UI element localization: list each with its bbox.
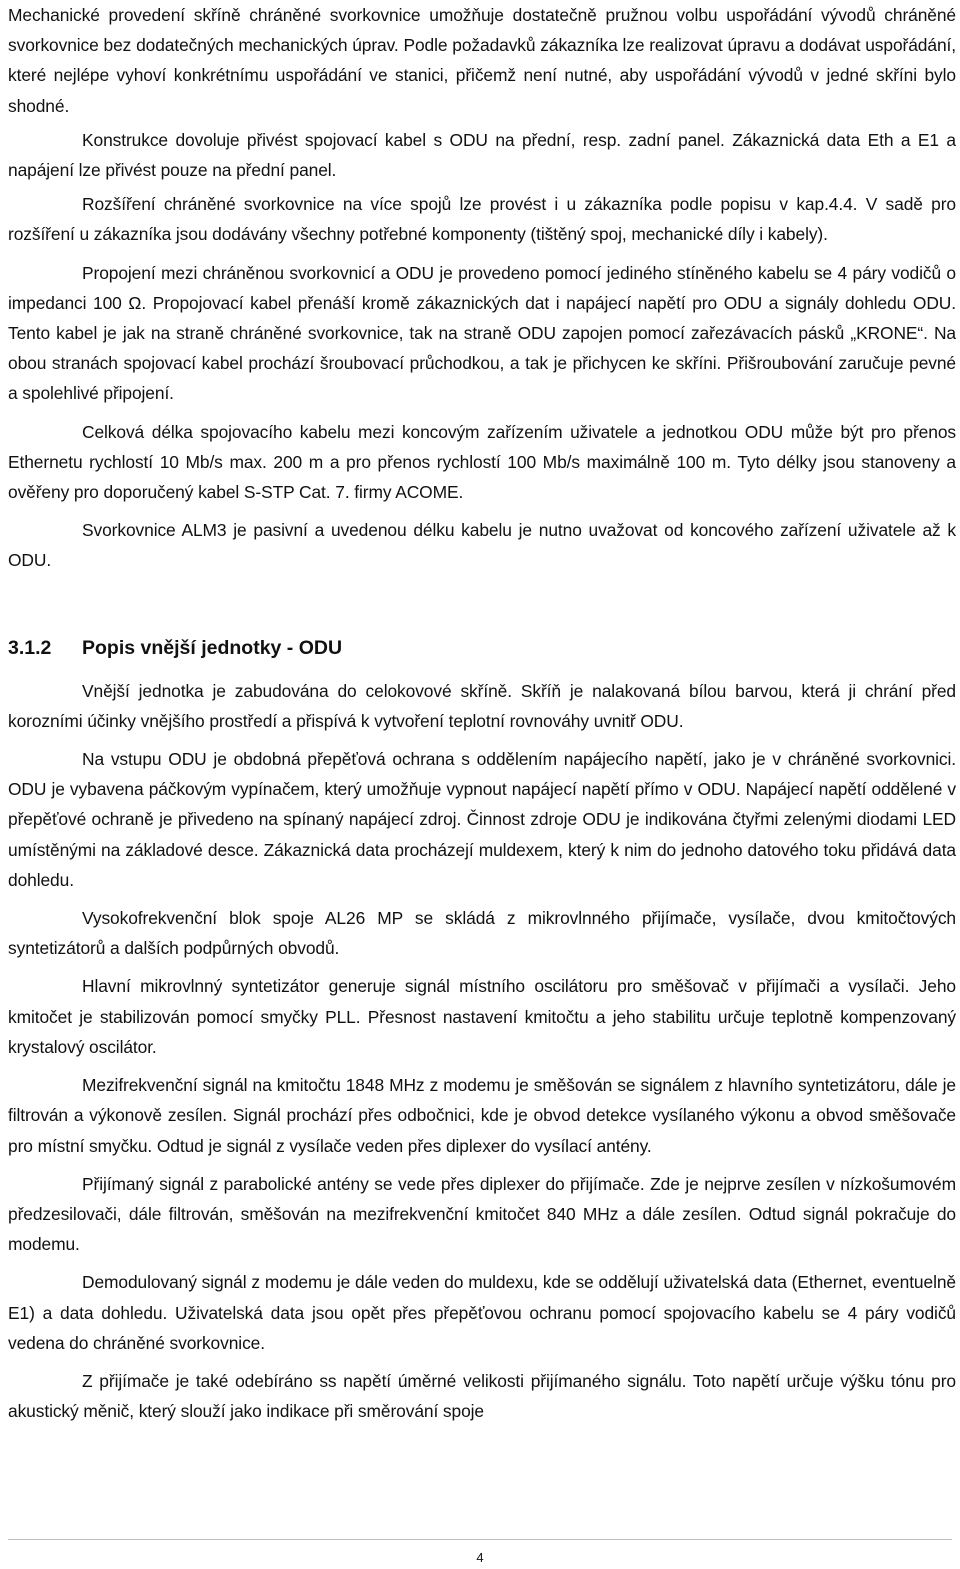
paragraph-5: Celková délka spojovacího kabelu mezi koncovým zařízením uživatele a jednotkou ODU může být pro přenos Ethernetu rychlostí 10 Mb/s max. 200 m a pro přenos rychlostí 100 Mb/s maximálně 100 m. Tyto délky jsou stanoveny a ověřeny pro doporučený kabel S-STP Cat. 7. firmy ACOME.	[8, 421, 956, 503]
section-title: Popis vnější jednotky - ODU	[82, 636, 343, 659]
paragraph-8: Na vstupu ODU je obdobná přepěťová ochrana s oddělením napájecího napětí, jako je v chráněné svorkovnici. ODU je vybavena páčkovým vypínačem, který umožňuje vypnout napájecí napětí přímo v ODU. Napájecí napětí oddělené v přepěťové ochraně je přivedeno na spínaný napájecí zdroj. Činnost zdroje ODU je indikována čtyřmi zelenými diodami LED umístěnými na základové desce. Zákaznická data procházejí muldexem, který k nim do jednoho datového toku přidává data dohledu.	[8, 749, 956, 890]
page-number: 4	[476, 1550, 484, 1565]
paragraph-10: Hlavní mikrovlnný syntetizátor generuje signál místního oscilátoru pro směšovač v přijímači a vysílači. Jeho kmitočet je stabilizován pomocí smyčky PLL. Přesnost nastavení kmitočtu a jeho stabilitu určuje teplotně kompenzovaný krystalový oscilátor.	[8, 976, 956, 1057]
document-body	[8, 0, 956, 1426]
paragraph-4: Propojení mezi chráněnou svorkovnicí a ODU je provedeno pomocí jediného stíněného kabelu se 4 páry vodičů o impedanci 100 Ω. Propojovací kabel přenáší kromě zákaznických dat i napájecí napětí pro ODU a signály dohledu ODU. Tento kabel je jak na straně chráněné svorkovnice, tak na straně ODU zapojen pomocí zařezávacích pásků „KRONE“. Na obou stranách spojovací kabel prochází šroubovací průchodkou, a tak je přichycen ke skříni. Přišroubování zaručuje pevné a spolehlivé připojení.	[8, 262, 956, 404]
paragraph-13: Demodulovaný signál z modemu je dále veden do muldexu, kde se oddělují uživatelská data (Ethernet, eventuelně E1) a data dohledu. Uživatelská data jsou opět přes přepěťovou ochranu pomocí spojovacího kabelu se 4 páry vodičů vedena do chráněné svorkovnice.	[8, 1272, 956, 1353]
paragraph-12: Přijímaný signál z parabolické antény se vede přes diplexer do přijímače. Zde je nejprve zesílen v nízkošumovém předzesilovači, dále filtrován, směšován na mezifrekvenční kmitočet 840 MHz a dále zesílen. Odtud signál pokračuje do modemu.	[8, 1173, 956, 1255]
paragraph-3: Rozšíření chráněné svorkovnice na více spojů lze provést i u zákazníka podle popisu v kap.4.4. V sadě pro rozšíření u zákazníka jsou dodávány všechny potřebné komponenty (tištěný spoj, mechanické díly i kabely).	[8, 194, 956, 245]
paragraph-9: Vysokofrekvenční blok spoje AL26 MP se skládá z mikrovlnného přijímače, vysílače, dvou kmitočtových syntetizátorů a dalších podpůrných obvodů.	[8, 908, 956, 959]
footer-divider	[8, 1539, 952, 1540]
paragraph-6: Svorkovnice ALM3 je pasivní a uvedenou délku kabelu je nutno uvažovat od koncového zařízení uživatele až k ODU.	[8, 520, 956, 571]
section-heading	[8, 634, 956, 662]
paragraph-2: Konstrukce dovoluje přivést spojovací kabel s ODU na přední, resp. zadní panel. Zákaznická data Eth a E1 a napájení lze přivést pouze na přední panel.	[8, 129, 956, 181]
paragraph-14: Z přijímače je také odebíráno ss napětí úměrné velikosti přijímaného signálu. Toto napětí určuje výšku tónu pro akustický měnič, který slouží jako indikace při směrování spoje	[8, 1370, 956, 1422]
paragraph-1: Mechanické provedení skříně chráněné svorkovnice umožňuje dostatečně pružnou volbu uspořádání vývodů chráněné svorkovnice bez dodatečných mechanických úprav. Podle požadavků zákazníka lze realizovat úpravu a dodávat uspořádání, které nejlépe vyhoví konkrétnímu uspořádání ve stanici, přičemž není nutné, aby uspořádání vývodů v jedné skříni bylo shodné.	[8, 5, 956, 116]
paragraph-11: Mezifrekvenční signál na kmitočtu 1848 MHz z modemu je směšován se signálem z hlavního syntetizátoru, dále je filtrován a výkonově zesílen. Signál prochází přes odbočnici, kde je obvod detekce vysílaného výkonu a obvod směšovače pro místní smyčku. Odtud je signál z vysílače veden přes diplexer do vysílací antény.	[8, 1075, 956, 1156]
section-number: 3.1.2	[8, 636, 52, 659]
paragraph-7: Vnější jednotka je zabudována do celokovové skříně. Skříň je nalakovaná bílou barvou, která ji chrání před korozními účinky vnějšího prostředí a přispívá k vytvoření teplotní rovnováhy uvnitř ODU.	[8, 680, 956, 731]
